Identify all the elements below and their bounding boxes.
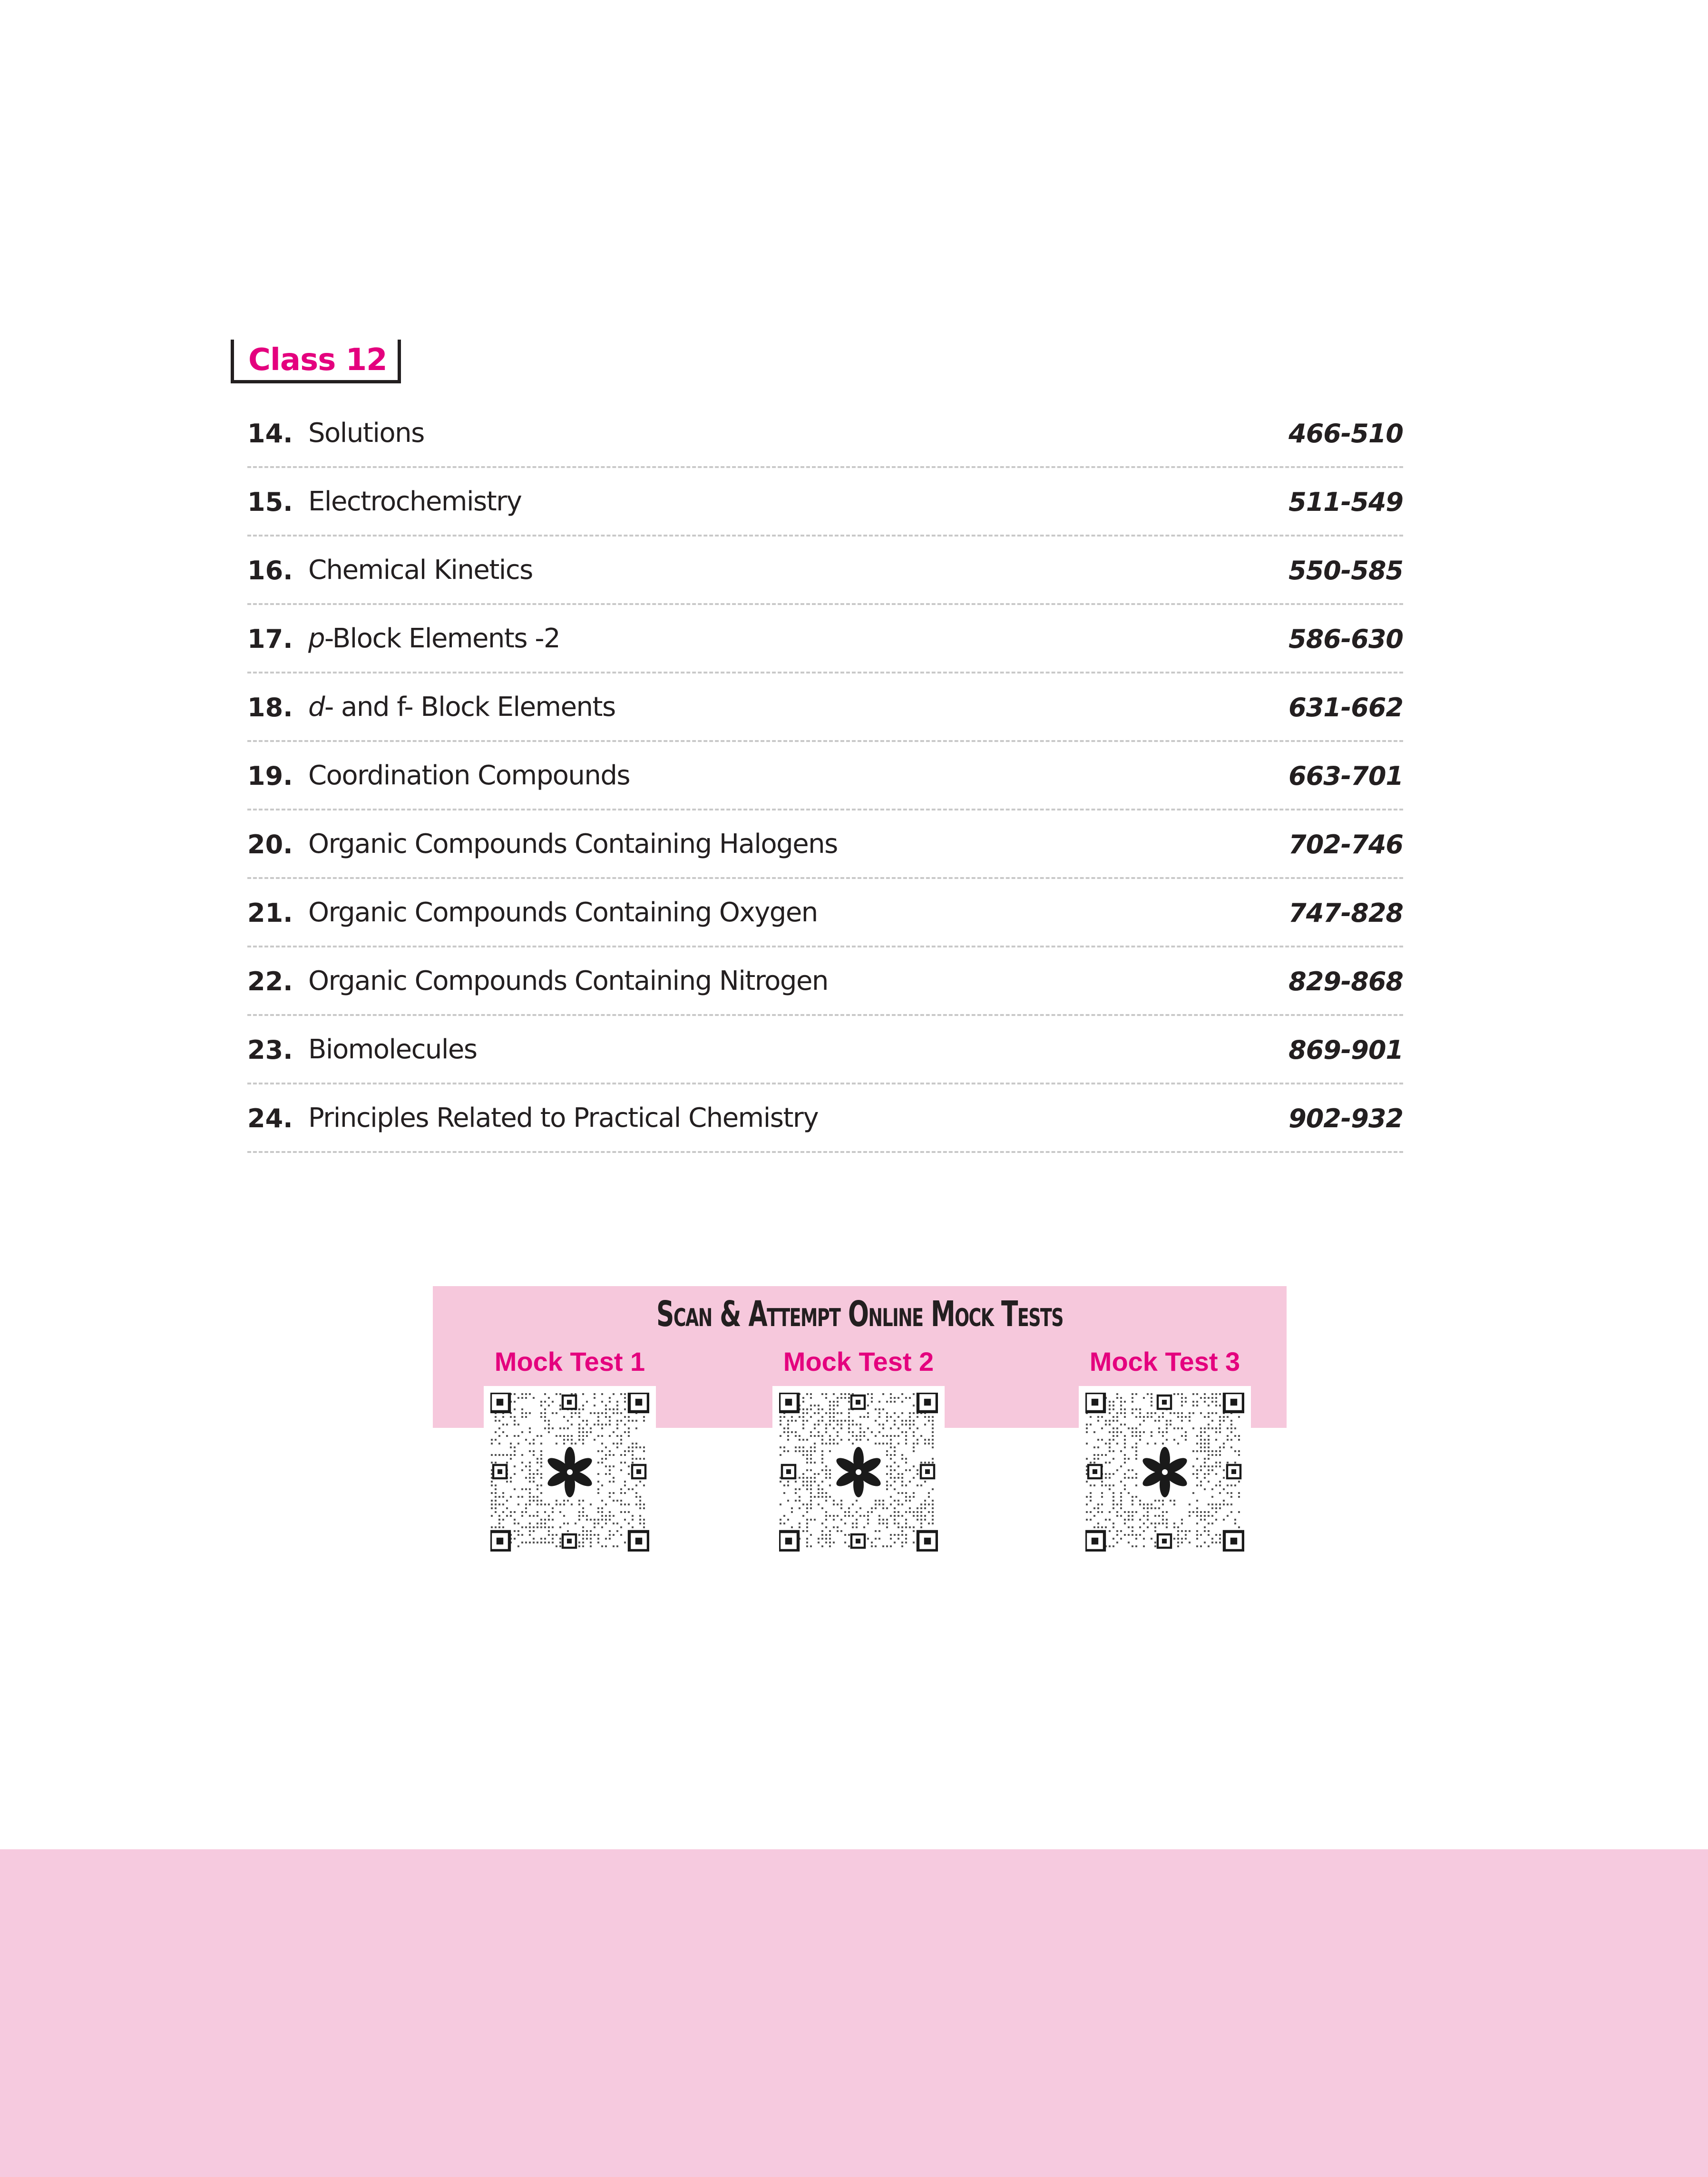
mock-test-label: Mock Test 3 <box>1089 1347 1240 1376</box>
toc-row[interactable] <box>247 1016 1403 1084</box>
chapter-pages: 511-549 <box>1288 487 1403 517</box>
chapter-number: 18. <box>247 693 293 722</box>
chapter-pages: 466-510 <box>1288 419 1403 449</box>
chapter-title: Electrochemistry <box>308 486 522 517</box>
chapter-pages: 586-630 <box>1288 624 1403 654</box>
chapter-title-italic: d <box>308 692 325 722</box>
class-heading <box>231 340 401 383</box>
mock-test-label: Mock Test 2 <box>783 1347 934 1376</box>
chapter-pages: 747-828 <box>1288 898 1403 928</box>
toc-row[interactable] <box>247 1084 1403 1153</box>
chapter-title: Coordination Compounds <box>308 760 630 791</box>
toc-row[interactable] <box>247 674 1403 742</box>
chapter-number: 14. <box>247 419 293 449</box>
mock-test-label: Mock Test 1 <box>494 1347 645 1376</box>
chapter-number: 21. <box>247 898 293 928</box>
toc-row[interactable] <box>247 537 1403 605</box>
footer-band <box>0 1849 1708 2177</box>
toc-row[interactable] <box>247 400 1403 468</box>
chapter-number: 24. <box>247 1103 293 1133</box>
chapter-pages: 663-701 <box>1288 761 1403 791</box>
qr-code-icon[interactable] <box>772 1386 945 1558</box>
chapter-title <box>308 623 560 654</box>
qr-code-icon <box>779 1393 938 1552</box>
chapter-number: 23. <box>247 1035 293 1065</box>
chapter-number: 16. <box>247 556 293 586</box>
chapter-pages: 631-662 <box>1288 693 1403 722</box>
chapter-pages: 869-901 <box>1288 1035 1403 1065</box>
chapter-number: 15. <box>247 487 293 517</box>
chapter-title: Organic Compounds Containing Halogens <box>308 829 838 859</box>
toc-row[interactable] <box>247 468 1403 537</box>
mock-test-2[interactable] <box>763 1346 954 1558</box>
chapter-title-rest: -Block Elements -2 <box>324 623 560 654</box>
toc-row[interactable] <box>247 810 1403 879</box>
chapter-title: Solutions <box>308 418 424 449</box>
chapter-title <box>308 692 615 722</box>
chapter-title: Organic Compounds Containing Oxygen <box>308 897 818 928</box>
chapter-title-rest: - and f- Block Elements <box>324 692 615 722</box>
chapter-title: Principles Related to Practical Chemistry <box>308 1103 819 1133</box>
chapter-title: Organic Compounds Containing Nitrogen <box>308 966 828 996</box>
toc-row[interactable] <box>247 605 1403 674</box>
mock-test-1[interactable] <box>475 1346 665 1558</box>
class-heading-label: Class 12 <box>248 342 387 378</box>
chapter-pages: 829-868 <box>1288 966 1403 996</box>
chapter-pages: 702-746 <box>1288 830 1403 859</box>
toc-row[interactable] <box>247 879 1403 947</box>
qr-code-icon <box>1085 1393 1244 1552</box>
chapter-pages: 550-585 <box>1288 556 1403 586</box>
mock-test-3[interactable] <box>1070 1346 1260 1558</box>
chapter-title: Chemical Kinetics <box>308 555 533 586</box>
chapter-title-italic: p <box>308 623 325 654</box>
chapter-number: 22. <box>247 966 293 996</box>
toc-row[interactable] <box>247 742 1403 810</box>
qr-code-icon <box>490 1393 649 1552</box>
chapter-number: 20. <box>247 830 293 859</box>
qr-code-icon[interactable] <box>1079 1386 1251 1558</box>
mock-test-title: Scan & Attempt Online Mock Tests <box>656 1294 1064 1335</box>
chapter-title: Biomolecules <box>308 1034 477 1065</box>
chapter-number: 17. <box>247 624 293 654</box>
chapter-number: 19. <box>247 761 293 791</box>
toc-row[interactable] <box>247 947 1403 1016</box>
chapter-pages: 902-932 <box>1288 1103 1403 1133</box>
qr-code-icon[interactable] <box>484 1386 656 1558</box>
table-of-contents <box>247 400 1403 1153</box>
